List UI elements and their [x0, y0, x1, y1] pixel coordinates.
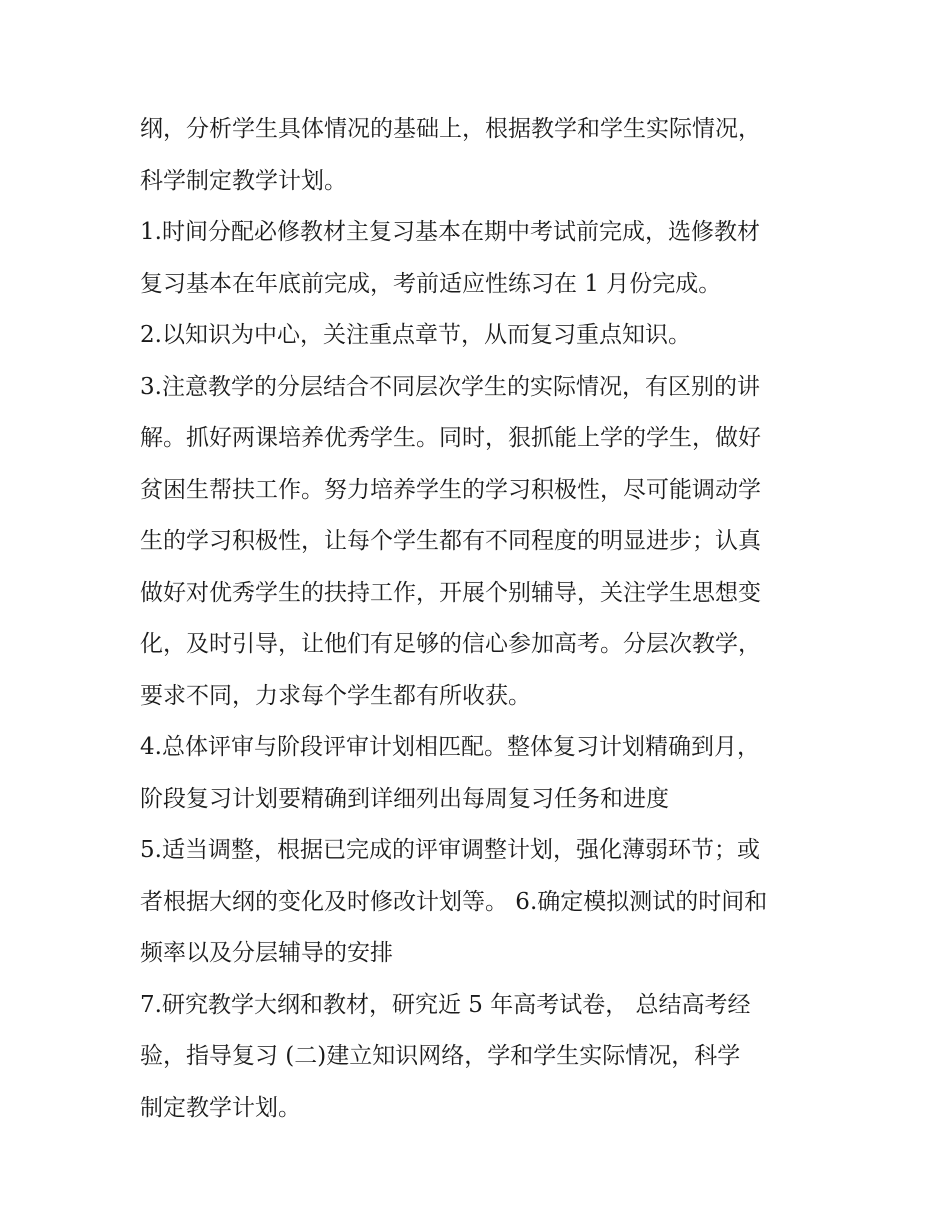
- text-line: 制定教学计划。: [140, 1094, 301, 1121]
- body-text: [140, 104, 820, 1134]
- text-line: 验，指导复习 (二)建立知识网络，学和学生实际情况，科学: [140, 1043, 741, 1069]
- text-line: 化，及时引导，让他们有足够的信心参加高考。分层次教学，: [140, 631, 761, 657]
- text-line: 频率以及分层辅导的安排: [140, 940, 393, 966]
- text-line: 者根据大纲的变化及时修改计划等。 6.确定模拟测试的时间和: [140, 888, 768, 915]
- text-line: 纲，分析学生具体情况的基础上，根据教学和学生实际情况，: [140, 116, 761, 142]
- text-line: 做好对优秀学生的扶持工作，开展个别辅导，关注学生思想变: [140, 579, 761, 606]
- text-line: 1.时间分配必修教材主复习基本在期中考试前完成，选修教材: [140, 219, 760, 245]
- text-line: 7.研究教学大纲和教材，研究近 5 年高考试卷， 总结高考经: [140, 991, 751, 1018]
- text-line: 4.总体评审与阶段评审计划相匹配。整体复习计划精确到月，: [140, 734, 760, 760]
- text-line: 2.以知识为中心，关注重点章节，从而复习重点知识。: [140, 322, 691, 348]
- text-line: 解。抓好两课培养优秀学生。同时，狠抓能上学的学生，做好: [140, 425, 761, 451]
- text-line: 复习基本在年底前完成，考前适应性练习在 1 月份完成。: [140, 270, 722, 297]
- text-line: 科学制定教学计划。: [140, 167, 347, 194]
- text-line: 生的学习积极性，让每个学生都有不同程度的明显进步；认真: [140, 528, 761, 554]
- text-line: 要求不同，力求每个学生都有所收获。: [140, 682, 531, 709]
- text-line: 贫困生帮扶工作。努力培养学生的学习积极性，尽可能调动学: [140, 476, 761, 503]
- text-line: 3.注意教学的分层结合不同层次学生的实际情况，有区别的讲: [140, 373, 760, 400]
- text-line: 阶段复习计划要精确到详细列出每周复习任务和进度: [140, 785, 669, 812]
- text-line: 5.适当调整，根据已完成的评审调整计划，强化薄弱环节；或: [140, 837, 760, 863]
